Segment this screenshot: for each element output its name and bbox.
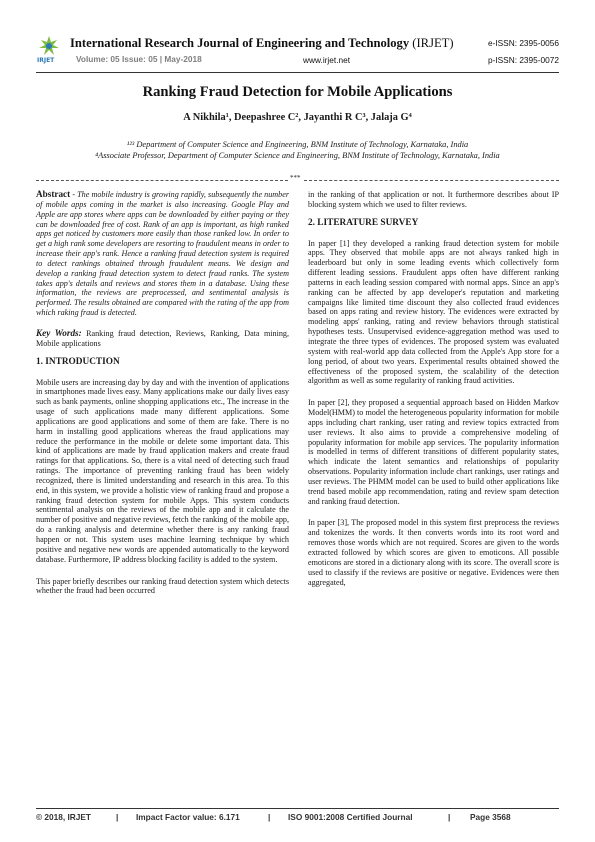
keywords (36, 329, 289, 349)
e-issn: e-ISSN: 2395-0056 (487, 38, 559, 48)
footer-separator: | (116, 812, 119, 822)
separator-mark: *** (290, 174, 301, 182)
right-column (308, 190, 559, 596)
volume-issue: Volume: 05 Issue: 05 | May-2018 (76, 54, 202, 64)
journal-header (36, 34, 559, 72)
intro-paragraph-2-continued: in the ranking of that application or not. It furthermore describes about IP blocking system which we used to filter reviews. (308, 190, 559, 209)
affiliation-1: ¹²³ Department of Computer Science and Engineering, BNM Institute of Technology, Karnataka, India (126, 140, 469, 149)
footer-page-number: Page 3568 (470, 812, 511, 822)
footer-separator: | (268, 812, 271, 822)
journal-title (70, 36, 454, 51)
footer-iso: ISO 9001:2008 Certified Journal (288, 812, 413, 822)
footer-copyright: © 2018, IRJET (36, 812, 91, 822)
journal-abbr: (IRJET) (412, 36, 454, 50)
journal-name: International Research Journal of Engineering and Technology (70, 36, 410, 50)
left-column (36, 190, 289, 605)
abstract-text: - The mobile industry is growing rapidly, subsequently the number of mobile apps coming in the market is also increasing. Google Play and Apple are app stores where apps can be downloaded by either paying or they can be downloaded free of cost. Rank of an app is important, as high ranked apps get noticed by customers more easily than those ranked low. In order to get a high rank some developers are resorting to fraudulent means in order to increase their app's rank. Hence a ranking fraud detection system is required to detect rankings obtained through fraudulent means. We design and develop a ranking fraud detection system to detect fraud ranks. The system takes app's details and reviews and stores them in a database. Using these information, the reviews are preprocessed, and sentimental analysis is performed. The results obtained are compared with the rating of the app from which raking fraud is detected. (36, 190, 289, 318)
literature-paragraph-3: In paper [3], The proposed model in this system first preprocess the reviews and tokenizes the words. It then converts words into its root word and removes those words which are not required. Scores are given to the words extracted followed by which scores are given to emoticons. All possible emoticons are stored in a dictionary along with its score. The overall score is used to classify if the reviews are positive or negative. Evidences were then aggregated, (308, 518, 559, 587)
affiliation-2: ⁴Associate Professor, Department of Computer Science and Engineering, BNM Institute of Technology, Karnataka, India (95, 151, 500, 160)
intro-paragraph-1: Mobile users are increasing day by day and with the invention of applications in smartphones made lives easy. Many applications make our daily lives easy such as bank payments, online shopping applications etc., The increase in the usage of such applications made many different applications. Some applications are good applications and some of them are fake. There is no harm in installing good applications whereas the fraud applications may reduce the performance in the mobile or delete some important data. This kind of applications are made by fraud application makers and create fraud ratings for that applications. So, there is a vital need of detecting such fraud ratings. The importance of preventing ranking fraud has been widely recognized, there is limited understanding and research in this area. To this end, in this system, we provide a holistic view of ranking fraud and propose a ranking fraud detection system for mobile Apps. This system conducts sentimental analysis on the reviews of the mobile app and it calculate the number of positive and negative reviews, fetch the ranking of the mobile app, do a ranking analysis and determine whether there is any ranking fraud happen or not. This system uses machine learning technique by which positive and negative new words are appended automatically to the keyword database. Furthermore, IP address blocking facility is added to the system. (36, 377, 289, 564)
header-divider (36, 72, 559, 73)
keywords-text: Ranking fraud detection, Reviews, Ranking, Data mining, Mobile applications (36, 328, 289, 348)
paper-title: Ranking Fraud Detection for Mobile Applications (142, 84, 453, 100)
section-separator (36, 174, 559, 184)
footer-divider (36, 808, 559, 809)
footer-separator: | (448, 812, 451, 822)
intro-paragraph-2: This paper briefly describes our ranking fraud detection system which detects whether the fraud had been occurred (36, 576, 289, 596)
p-issn: p-ISSN: 2395-0072 (487, 55, 559, 65)
logo-text: IRJET (37, 57, 55, 64)
section-heading-literature-survey: 2. LITERATURE SURVEY (308, 217, 419, 228)
abstract-label: Abstract (36, 189, 71, 199)
literature-paragraph-2: In paper [2], they proposed a sequential approach based on Hidden Markov Model(HMM) to model the heterogeneous popularity information for mobile apps including chart ranking, user rating and review topics extracted from user reviews. It also aims to provide a comprehensive modeling of popularity information for mobile app services. The popularity information is modelled in terms of different transitions of different popularity states, which indicate the latent semantics and relationships of popularity observations. Popularity information include chart rankings, user ratings and user reviews. The PHMM model can be used to build other applications like trend based mobile app recommendation, rating and review spam detection and ranking fraud detection. (308, 398, 559, 506)
keywords-label: Key Words: (36, 327, 82, 338)
abstract (36, 190, 289, 318)
journal-url[interactable]: www.irjet.net (303, 55, 351, 65)
literature-paragraph-1: In paper [1] they developed a ranking fraud detection system for mobile apps. They observed that mobile apps are not always ranked high in leaderboard but only in some leading events which collectively form different leading sessions. Fraudulent apps often have different ranking patterns in each leading session compared with normal apps. Since an app's ranking can be affected by app developer's reputation and marketing campaigns like limited time discount they also collected fraud evidences based on apps rating and review history. The evidences were extracted by modeling apps' ranking, rating and review behaviors through statistical hypotheses tests. Unsupervised evidence-aggregation method was used to integrate the three types of evidences. The proposed system was evaluated system with real-world app data collected from the Apple's App store for a long period, of about two years. Experimental results obtained showed the effectiveness of the proposed system, the scalability of the detection algorithm as well as some regularity of ranking fraud activities. (308, 238, 559, 386)
section-heading-introduction: 1. INTRODUCTION (36, 356, 120, 367)
author-list: A Nikhila¹, Deepashree C², Jayanthi R C³, Jalaja G⁴ (183, 112, 412, 123)
footer-impact-factor: Impact Factor value: 6.171 (136, 812, 240, 822)
